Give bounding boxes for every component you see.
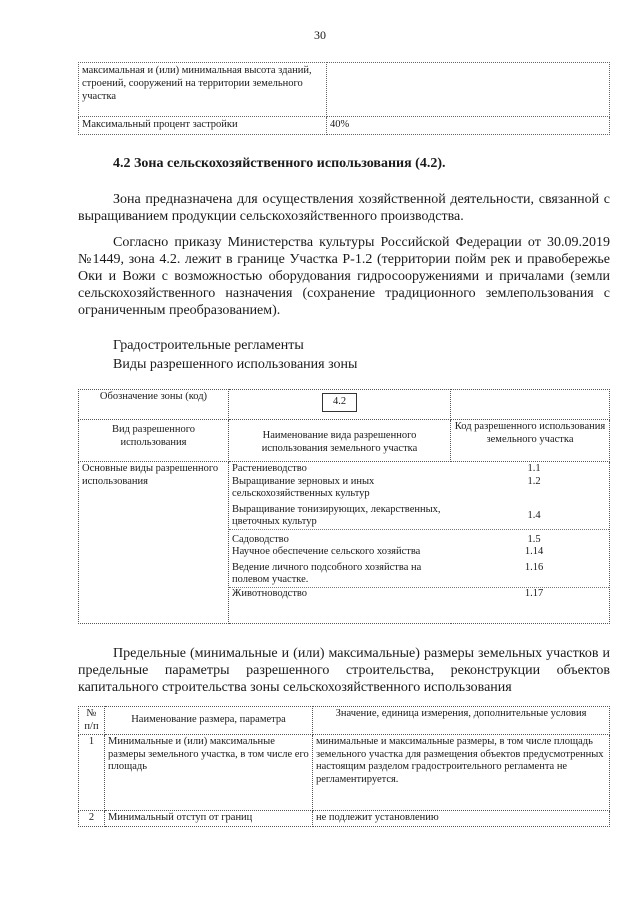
value-cell: 40%: [327, 117, 610, 135]
param-cell: Максимальный процент застройки: [79, 117, 327, 135]
page-number: 30: [314, 28, 326, 42]
header-num: № п/п: [79, 707, 105, 735]
empty-cell: [451, 390, 610, 420]
top-parameters-table: [78, 62, 610, 135]
header-name: Наименование вида разрешенного использования земельного участка: [229, 420, 451, 462]
row-name: Минимальный отступ от границ: [105, 811, 313, 827]
list-item: Растениеводство 1.1: [232, 463, 541, 474]
table-row: [79, 390, 610, 420]
use-types-line: Виды разрешенного использования зоны: [113, 357, 358, 372]
paragraph-limits: Предельные (минимальные и (или) максимальные) размеры земельных участков и предельные параметры разрешенного строительства, реконструкции объектов капитального строительства зоны сельскохозяйственного использования: [78, 646, 610, 695]
row-value: минимальные и максимальные размеры, в том числе площадь земельного участка для размещения объектов предусмотренных настоящим разделом градостроительного регламента не регламентируется.: [313, 735, 610, 811]
header-value: Значение, единица измерения, дополнительные условия: [313, 707, 610, 735]
table-row: [79, 707, 610, 735]
zone-use-table: [78, 389, 610, 624]
paragraph-order: Согласно приказу Министерства культуры Российской Федерации от 30.09.2019 №1449, зона 4.2. лежит в границе Участка Р-1.2 (территории пойм рек и правобережье Оки и Вожи с возможностью оборудования гидросооружениями и причалами (земли сельскохозяйственного назначения (сохранение традиционного землепользования с ограниченным преобразованием).: [78, 235, 610, 318]
items-cell: [229, 462, 610, 624]
zone-code: 4.2: [322, 393, 357, 412]
table-row: [79, 735, 610, 811]
table-row: [79, 63, 610, 117]
limits-table: [78, 706, 610, 827]
list-item: Животноводство 1.17: [232, 587, 544, 599]
zone-code-cell: [229, 390, 451, 420]
value-cell: [327, 63, 610, 117]
row-num: 2: [79, 811, 105, 827]
regulations-line: Градостроительные регламенты: [113, 338, 304, 353]
row-value: не подлежит установлению: [313, 811, 610, 827]
list-item: Садоводство 1.5: [232, 533, 541, 545]
row-num: 1: [79, 735, 105, 811]
table-row: [79, 117, 610, 135]
list-item: Выращивание зерновых и иных сельскохозяйственных культур 1.2: [232, 475, 541, 499]
table-row: [79, 420, 610, 462]
table-row: [79, 811, 610, 827]
list-item: Ведение личного подсобного хозяйства на полевом участке. 1.16: [229, 562, 609, 588]
paragraph-purpose: Зона предназначена для осуществления хозяйственной деятельности, связанной с выращиванием продукции сельскохозяйственного производства.: [78, 192, 610, 224]
list-item: Научное обеспечение сельского хозяйства 1.14: [232, 546, 544, 557]
header-name: Наименование размера, параметра: [105, 707, 313, 735]
list-item: Выращивание тонизирующих, лекарственных, цветочных культур 1.4: [229, 504, 609, 530]
row-name: Минимальные и (или) максимальные размеры земельного участка, в том числе его площадь: [105, 735, 313, 811]
kind-cell: Основные виды разрешенного использования: [79, 462, 229, 624]
zone-label-cell: Обозначение зоны (код): [79, 390, 229, 420]
section-heading: 4.2 Зона сельскохозяйственного использования (4.2).: [113, 156, 446, 171]
header-code: Код разрешенного использования земельного участка: [451, 420, 610, 462]
table-row: [79, 462, 610, 624]
param-cell: максимальная и (или) минимальная высота зданий, строений, сооружений на территории земельного участка: [79, 63, 327, 117]
header-kind: Вид разрешенного использования: [79, 420, 229, 462]
